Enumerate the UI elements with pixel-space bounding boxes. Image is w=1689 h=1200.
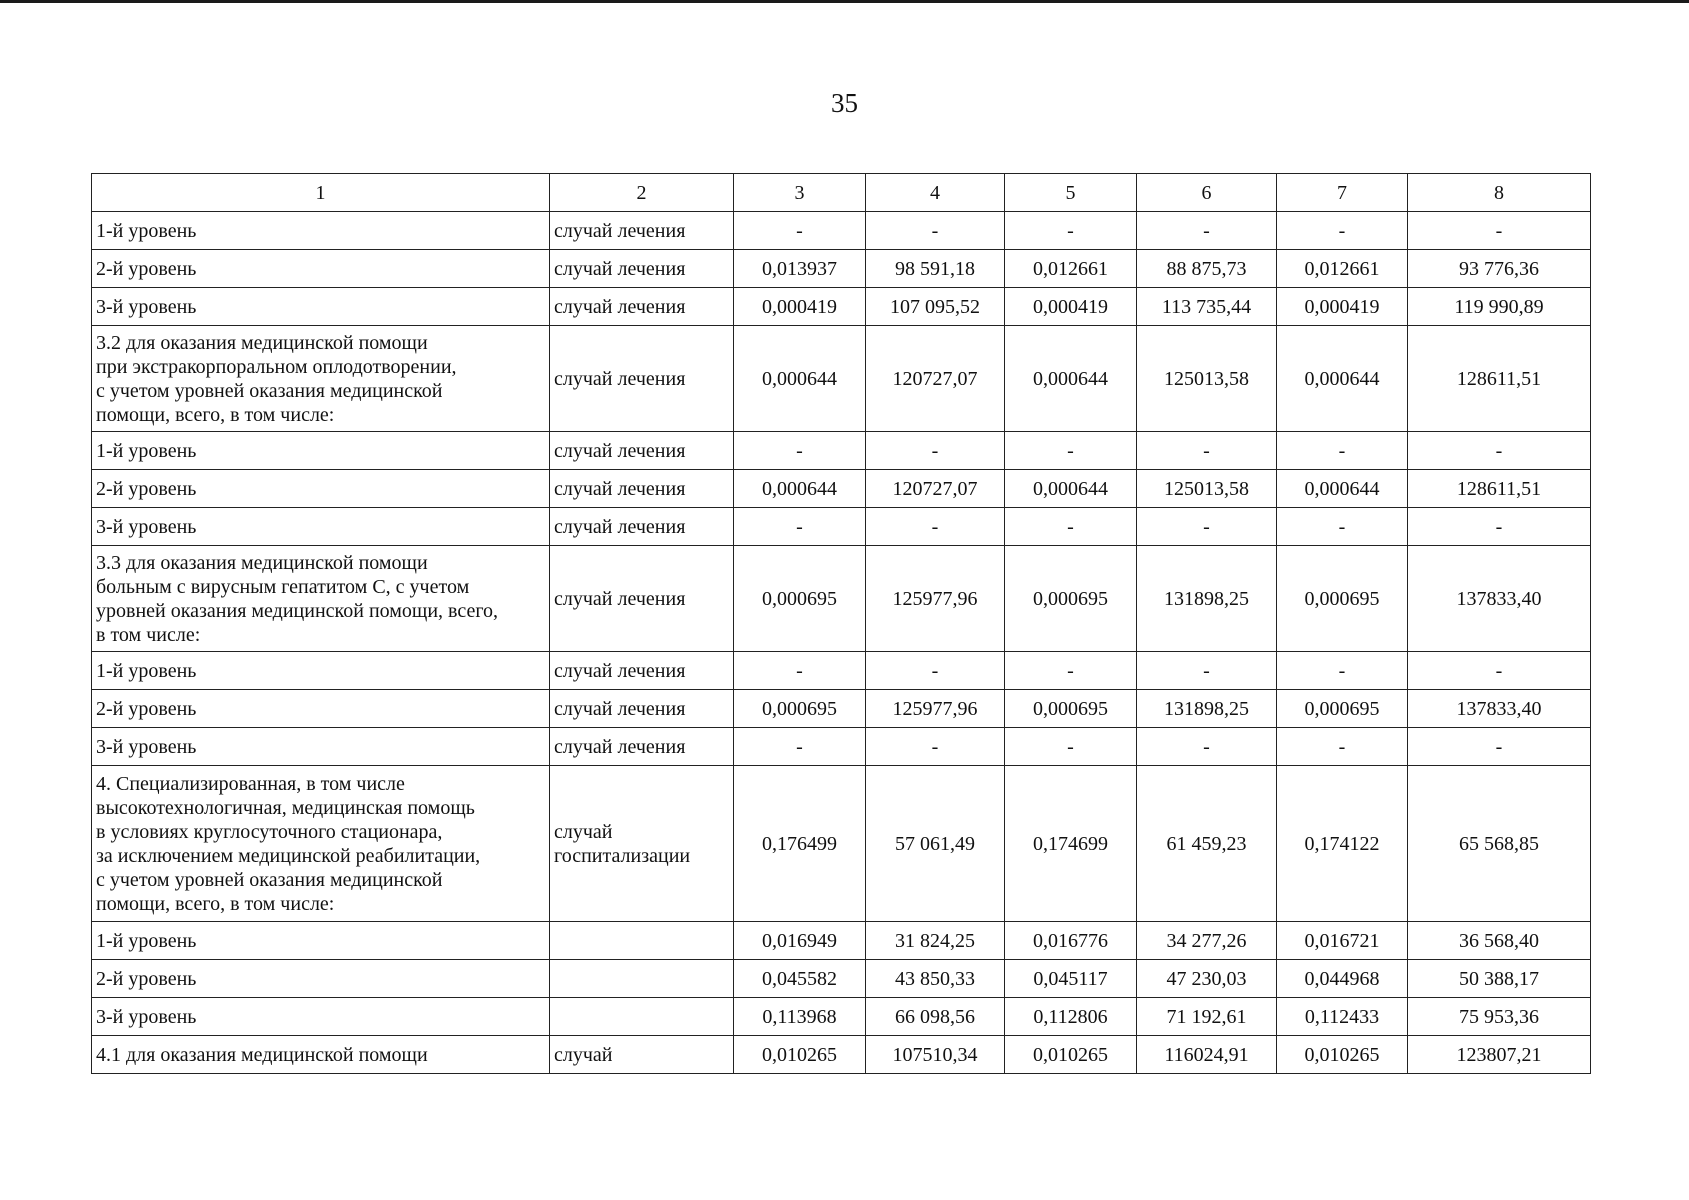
- row-value-cell: 0,000644: [1005, 326, 1137, 432]
- row-value-cell: 31 824,25: [866, 922, 1005, 960]
- row-value-cell: -: [866, 728, 1005, 766]
- row-value-cell: 0,112806: [1005, 998, 1137, 1036]
- row-name-cell: 3-й уровень: [92, 508, 550, 546]
- row-unit-cell: случай лечения: [550, 326, 734, 432]
- row-value-cell: 125013,58: [1137, 470, 1277, 508]
- row-value-cell: 137833,40: [1408, 690, 1591, 728]
- row-unit-cell: случай лечения: [550, 250, 734, 288]
- row-value-cell: -: [1137, 508, 1277, 546]
- row-unit-cell: случай лечения: [550, 508, 734, 546]
- row-value-cell: 0,000695: [1277, 690, 1408, 728]
- row-value-cell: 98 591,18: [866, 250, 1005, 288]
- row-value-cell: 0,176499: [734, 766, 866, 922]
- row-value-cell: 125977,96: [866, 546, 1005, 652]
- row-name-cell: 2-й уровень: [92, 690, 550, 728]
- row-value-cell: -: [1005, 212, 1137, 250]
- row-value-cell: 47 230,03: [1137, 960, 1277, 998]
- row-value-cell: 0,012661: [1005, 250, 1137, 288]
- row-name-cell: 3.3 для оказания медицинской помощи больным с вирусным гепатитом С, с учетом уровней оказания медицинской помощи, всего, в том числе:: [92, 546, 550, 652]
- row-value-cell: 0,000695: [1005, 690, 1137, 728]
- row-value-cell: -: [1277, 728, 1408, 766]
- column-header: 1: [92, 174, 550, 212]
- row-name-cell: 4.1 для оказания медицинской помощи: [92, 1036, 550, 1074]
- row-value-cell: 71 192,61: [1137, 998, 1277, 1036]
- data-table: [91, 173, 1591, 1074]
- column-header: 6: [1137, 174, 1277, 212]
- row-value-cell: 113 735,44: [1137, 288, 1277, 326]
- table-row: [92, 508, 1591, 546]
- row-value-cell: 0,010265: [734, 1036, 866, 1074]
- row-value-cell: 93 776,36: [1408, 250, 1591, 288]
- row-value-cell: 0,000695: [734, 690, 866, 728]
- row-value-cell: 0,000419: [1277, 288, 1408, 326]
- row-name-cell: 3-й уровень: [92, 728, 550, 766]
- row-value-cell: 0,013937: [734, 250, 866, 288]
- row-value-cell: 125013,58: [1137, 326, 1277, 432]
- row-value-cell: 0,000644: [1005, 470, 1137, 508]
- table-row: [92, 470, 1591, 508]
- table-row: [92, 212, 1591, 250]
- row-value-cell: 0,016721: [1277, 922, 1408, 960]
- row-value-cell: 57 061,49: [866, 766, 1005, 922]
- row-value-cell: -: [866, 508, 1005, 546]
- row-value-cell: -: [734, 432, 866, 470]
- row-value-cell: -: [1005, 508, 1137, 546]
- row-value-cell: 107510,34: [866, 1036, 1005, 1074]
- row-unit-cell: случай лечения: [550, 728, 734, 766]
- row-unit-cell: [550, 922, 734, 960]
- row-value-cell: 36 568,40: [1408, 922, 1591, 960]
- row-value-cell: 0,010265: [1277, 1036, 1408, 1074]
- row-unit-cell: случай лечения: [550, 652, 734, 690]
- table-row: [92, 326, 1591, 432]
- row-unit-cell: [550, 998, 734, 1036]
- row-value-cell: 0,016776: [1005, 922, 1137, 960]
- row-name-cell: 3-й уровень: [92, 288, 550, 326]
- page-number: 35: [831, 88, 858, 118]
- row-value-cell: 128611,51: [1408, 470, 1591, 508]
- row-value-cell: -: [1277, 508, 1408, 546]
- row-name-cell: 1-й уровень: [92, 212, 550, 250]
- row-value-cell: -: [1408, 212, 1591, 250]
- row-unit-cell: случай лечения: [550, 470, 734, 508]
- column-header: 8: [1408, 174, 1591, 212]
- row-value-cell: -: [1137, 432, 1277, 470]
- row-value-cell: 0,000644: [1277, 326, 1408, 432]
- row-value-cell: -: [1408, 508, 1591, 546]
- row-name-cell: 1-й уровень: [92, 652, 550, 690]
- row-value-cell: -: [1277, 212, 1408, 250]
- row-value-cell: -: [1005, 728, 1137, 766]
- table-row: [92, 432, 1591, 470]
- row-value-cell: -: [1137, 652, 1277, 690]
- row-value-cell: -: [734, 212, 866, 250]
- row-name-cell: 2-й уровень: [92, 250, 550, 288]
- row-name-cell: 2-й уровень: [92, 470, 550, 508]
- row-value-cell: 107 095,52: [866, 288, 1005, 326]
- table-header-row: [92, 174, 1591, 212]
- row-value-cell: 0,044968: [1277, 960, 1408, 998]
- table-row: [92, 960, 1591, 998]
- row-unit-cell: случай госпитализации: [550, 766, 734, 922]
- table-row: [92, 250, 1591, 288]
- row-value-cell: 128611,51: [1408, 326, 1591, 432]
- row-value-cell: 0,112433: [1277, 998, 1408, 1036]
- table-row: [92, 728, 1591, 766]
- row-value-cell: 0,113968: [734, 998, 866, 1036]
- row-unit-cell: случай лечения: [550, 432, 734, 470]
- row-unit-cell: случай: [550, 1036, 734, 1074]
- row-value-cell: -: [1137, 212, 1277, 250]
- table-row: [92, 922, 1591, 960]
- row-value-cell: -: [734, 508, 866, 546]
- row-value-cell: 119 990,89: [1408, 288, 1591, 326]
- row-value-cell: -: [734, 728, 866, 766]
- row-value-cell: 66 098,56: [866, 998, 1005, 1036]
- column-header: 4: [866, 174, 1005, 212]
- row-value-cell: -: [1137, 728, 1277, 766]
- row-value-cell: 131898,25: [1137, 546, 1277, 652]
- row-value-cell: 88 875,73: [1137, 250, 1277, 288]
- row-value-cell: 61 459,23: [1137, 766, 1277, 922]
- table-row: [92, 546, 1591, 652]
- row-value-cell: -: [1408, 432, 1591, 470]
- row-value-cell: -: [1408, 652, 1591, 690]
- column-header: 7: [1277, 174, 1408, 212]
- row-unit-cell: случай лечения: [550, 690, 734, 728]
- row-value-cell: 34 277,26: [1137, 922, 1277, 960]
- row-value-cell: 0,000644: [1277, 470, 1408, 508]
- table-row: [92, 766, 1591, 922]
- row-value-cell: 0,012661: [1277, 250, 1408, 288]
- row-value-cell: -: [1005, 652, 1137, 690]
- row-value-cell: -: [1408, 728, 1591, 766]
- row-unit-cell: случай лечения: [550, 212, 734, 250]
- row-value-cell: 0,000695: [1277, 546, 1408, 652]
- column-header: 2: [550, 174, 734, 212]
- row-value-cell: 0,000644: [734, 326, 866, 432]
- table-row: [92, 690, 1591, 728]
- row-unit-cell: случай лечения: [550, 546, 734, 652]
- row-value-cell: -: [1277, 432, 1408, 470]
- row-value-cell: 123807,21: [1408, 1036, 1591, 1074]
- table-row: [92, 288, 1591, 326]
- row-value-cell: 0,000695: [734, 546, 866, 652]
- row-value-cell: 0,016949: [734, 922, 866, 960]
- row-value-cell: -: [866, 652, 1005, 690]
- row-value-cell: 0,000419: [734, 288, 866, 326]
- page-top-edge: [0, 0, 1689, 3]
- row-value-cell: 0,174699: [1005, 766, 1137, 922]
- row-value-cell: -: [866, 432, 1005, 470]
- row-name-cell: 3.2 для оказания медицинской помощи при экстракорпоральном оплодотворении, с учетом уровней оказания медицинской помощи, всего, в том числе:: [92, 326, 550, 432]
- row-value-cell: 43 850,33: [866, 960, 1005, 998]
- row-value-cell: 116024,91: [1137, 1036, 1277, 1074]
- row-value-cell: -: [866, 212, 1005, 250]
- row-value-cell: 0,045582: [734, 960, 866, 998]
- row-value-cell: 131898,25: [1137, 690, 1277, 728]
- row-value-cell: -: [1277, 652, 1408, 690]
- row-value-cell: 0,000419: [1005, 288, 1137, 326]
- row-value-cell: 120727,07: [866, 470, 1005, 508]
- table-row: [92, 998, 1591, 1036]
- row-value-cell: 0,045117: [1005, 960, 1137, 998]
- table-row: [92, 1036, 1591, 1074]
- row-value-cell: -: [1005, 432, 1137, 470]
- column-header: 5: [1005, 174, 1137, 212]
- row-value-cell: 120727,07: [866, 326, 1005, 432]
- row-name-cell: 4. Специализированная, в том числе высокотехнологичная, медицинская помощь в условиях круглосуточного стационара, за исключением медицинской реабилитации, с учетом уровней оказания медицинской помощи, всего, в том числе:: [92, 766, 550, 922]
- row-value-cell: 75 953,36: [1408, 998, 1591, 1036]
- row-name-cell: 1-й уровень: [92, 922, 550, 960]
- row-value-cell: 0,000644: [734, 470, 866, 508]
- row-unit-cell: [550, 960, 734, 998]
- row-value-cell: -: [734, 652, 866, 690]
- column-header: 3: [734, 174, 866, 212]
- row-unit-cell: случай лечения: [550, 288, 734, 326]
- table-body: [92, 174, 1591, 1074]
- row-value-cell: 125977,96: [866, 690, 1005, 728]
- row-value-cell: 0,174122: [1277, 766, 1408, 922]
- row-value-cell: 137833,40: [1408, 546, 1591, 652]
- row-value-cell: 0,010265: [1005, 1036, 1137, 1074]
- row-value-cell: 0,000695: [1005, 546, 1137, 652]
- row-name-cell: 3-й уровень: [92, 998, 550, 1036]
- row-value-cell: 65 568,85: [1408, 766, 1591, 922]
- row-value-cell: 50 388,17: [1408, 960, 1591, 998]
- table-row: [92, 652, 1591, 690]
- row-name-cell: 1-й уровень: [92, 432, 550, 470]
- row-name-cell: 2-й уровень: [92, 960, 550, 998]
